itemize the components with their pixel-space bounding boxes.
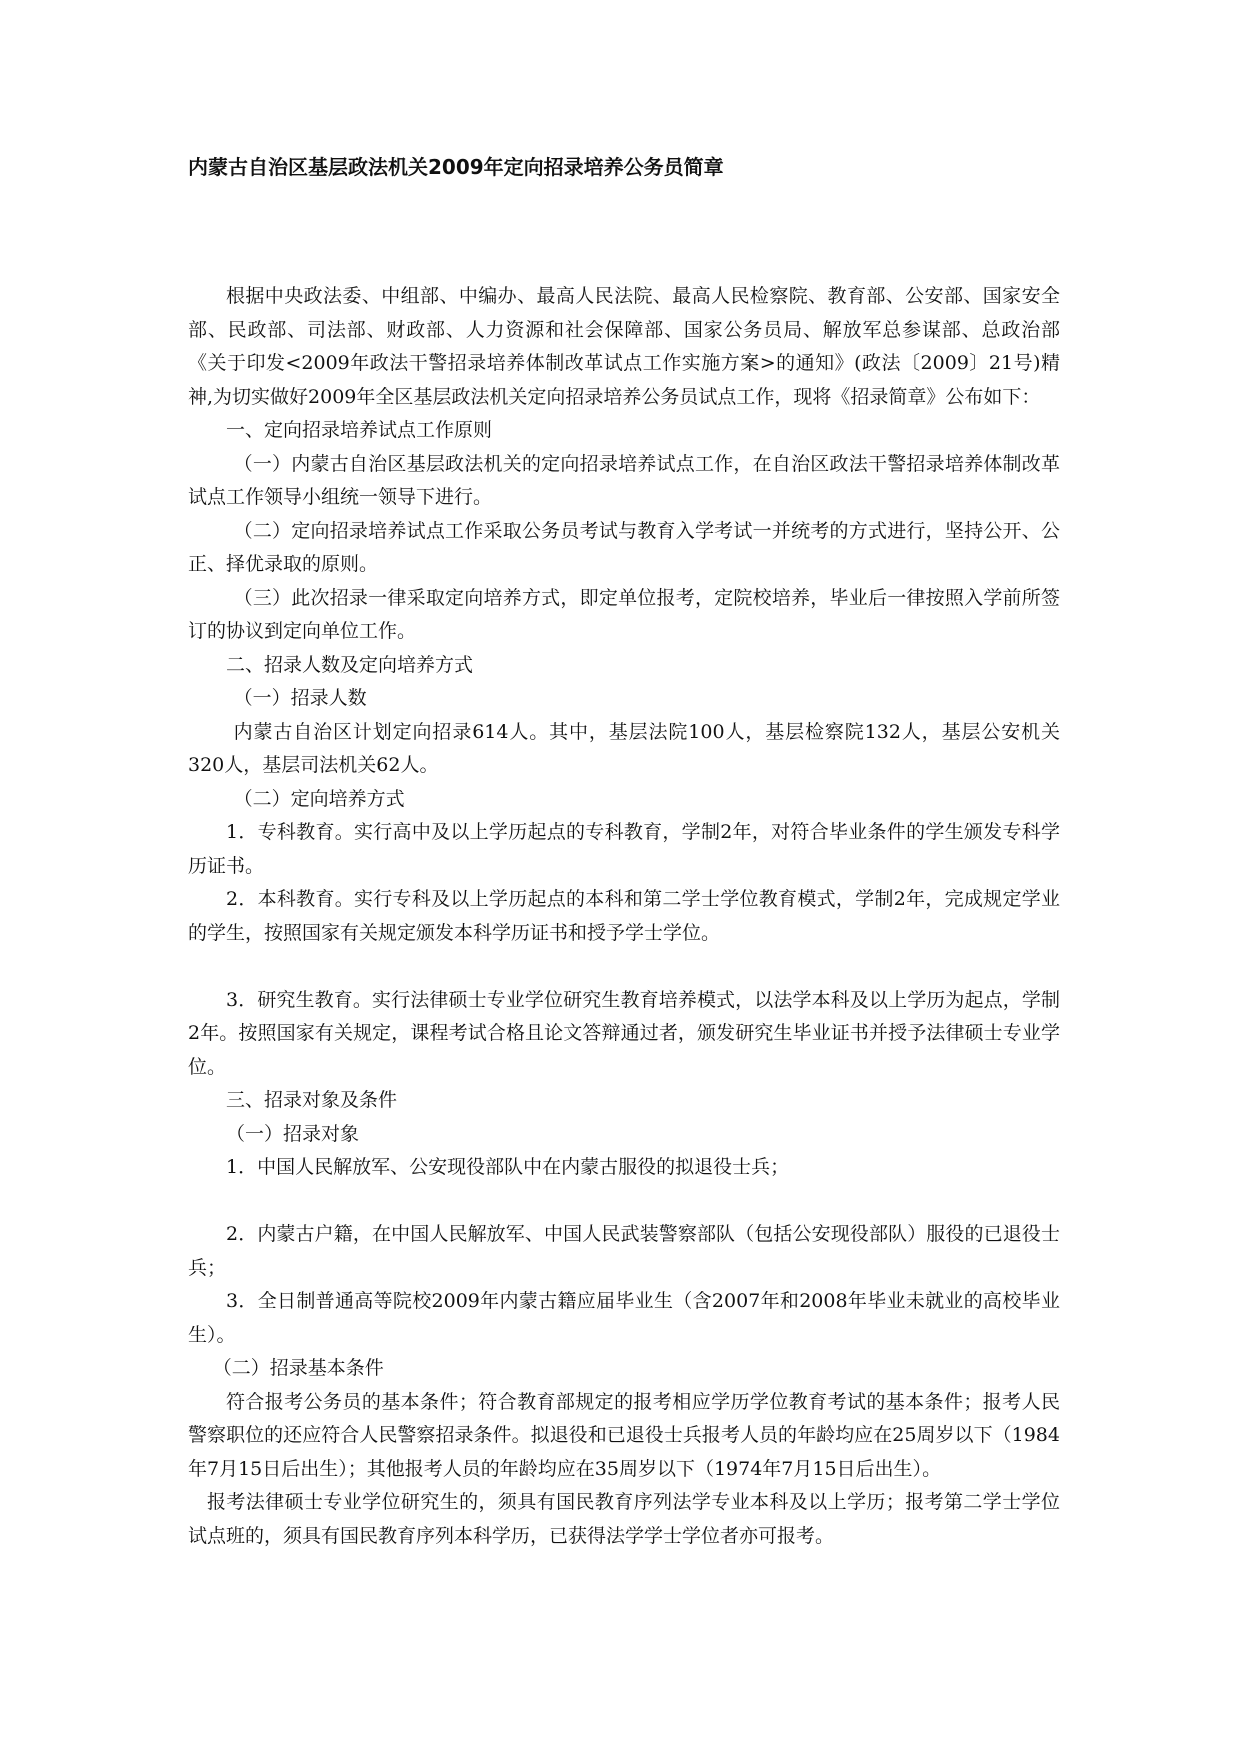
paragraph: 符合报考公务员的基本条件；符合教育部规定的报考相应学历学位教育考试的基本条件；报考人民警察职位的还应符合人民警察招录条件。拟退役和已退役士兵报考人员的年龄均应在25周岁以下（1984年7月15日后出生）；其他报考人员的年龄均应在35周岁以下（1974年7月15日后出生）。	[188, 1390, 1060, 1480]
section-heading: 一、定向招录培养试点工作原则	[226, 419, 493, 441]
blank-line	[188, 950, 1060, 984]
list-item: 3．全日制普通高等院校2009年内蒙古籍应届毕业生（含2007年和2008年毕业未就业的高校毕业生）。	[188, 1290, 1060, 1346]
document-body	[188, 280, 1060, 1553]
list-item: 1．专科教育。实行高中及以上学历起点的专科教育，学制2年，对符合毕业条件的学生颁发专科学历证书。	[188, 821, 1060, 877]
list-item: 2．本科教育。实行专科及以上学历起点的本科和第二学士学位教育模式，学制2年，完成规定学业的学生，按照国家有关规定颁发本科学历证书和授予学士学位。	[188, 888, 1060, 944]
list-item: 3．研究生教育。实行法律硕士专业学位研究生教育培养模式，以法学本科及以上学历为起点，学制2年。按照国家有关规定，课程考试合格且论文答辩通过者，颁发研究生毕业证书并授予法律硕士专业学位。	[188, 988, 1060, 1078]
paragraph: 报考法律硕士专业学位研究生的，须具有国民教育序列法学专业本科及以上学历；报考第二学士学位试点班的，须具有国民教育序列本科学历，已获得法学学士学位者亦可报考。	[188, 1491, 1060, 1547]
section-heading: 二、招录人数及定向培养方式	[226, 653, 474, 676]
paragraph: （三）此次招录一律采取定向培养方式，即定单位报考，定院校培养，毕业后一律按照入学前所签订的协议到定向单位工作。	[188, 586, 1060, 642]
list-item: 1．中国人民解放军、公安现役部队中在内蒙古服役的拟退役士兵；	[226, 1156, 790, 1178]
intro-paragraph: 根据中央政法委、中组部、中编办、最高人民法院、最高人民检察院、教育部、公安部、国家安全部、民政部、司法部、财政部、人力资源和社会保障部、国家公务员局、解放军总参谋部、总政治部《关于印发<2009年政法干警招录培养体制改革试点工作实施方案>的通知》(政法〔2009〕21号)精神,为切实做好2009年全区基层政法机关定向招录培养公务员试点工作，现将《招录简章》公布如下：	[188, 285, 1060, 408]
section-heading: 三、招录对象及条件	[226, 1089, 398, 1111]
list-item: 2．内蒙古户籍，在中国人民解放军、中国人民武装警察部队（包括公安现役部队）服役的已退役士兵；	[188, 1223, 1060, 1279]
document-title: 内蒙古自治区基层政法机关2009年定向招录培养公务员简章	[188, 155, 724, 179]
paragraph: 内蒙古自治区计划定向招录614人。其中，基层法院100人，基层检察院132人，基层公安机关320人，基层司法机关62人。	[188, 720, 1060, 776]
subsection-heading: （二）招录基本条件	[212, 1357, 384, 1379]
paragraph: （一）内蒙古自治区基层政法机关的定向招录培养试点工作，在自治区政法干警招录培养体制改革试点工作领导小组统一领导下进行。	[188, 452, 1060, 508]
blank-line	[188, 1185, 1060, 1219]
subsection-heading: （一）招录对象	[226, 1122, 360, 1145]
subsection-heading: （一）招录人数	[233, 687, 367, 709]
subsection-heading: （二）定向培养方式	[233, 787, 405, 810]
paragraph: （二）定向招录培养试点工作采取公务员考试与教育入学考试一并统考的方式进行，坚持公开、公正、择优录取的原则。	[188, 519, 1060, 575]
